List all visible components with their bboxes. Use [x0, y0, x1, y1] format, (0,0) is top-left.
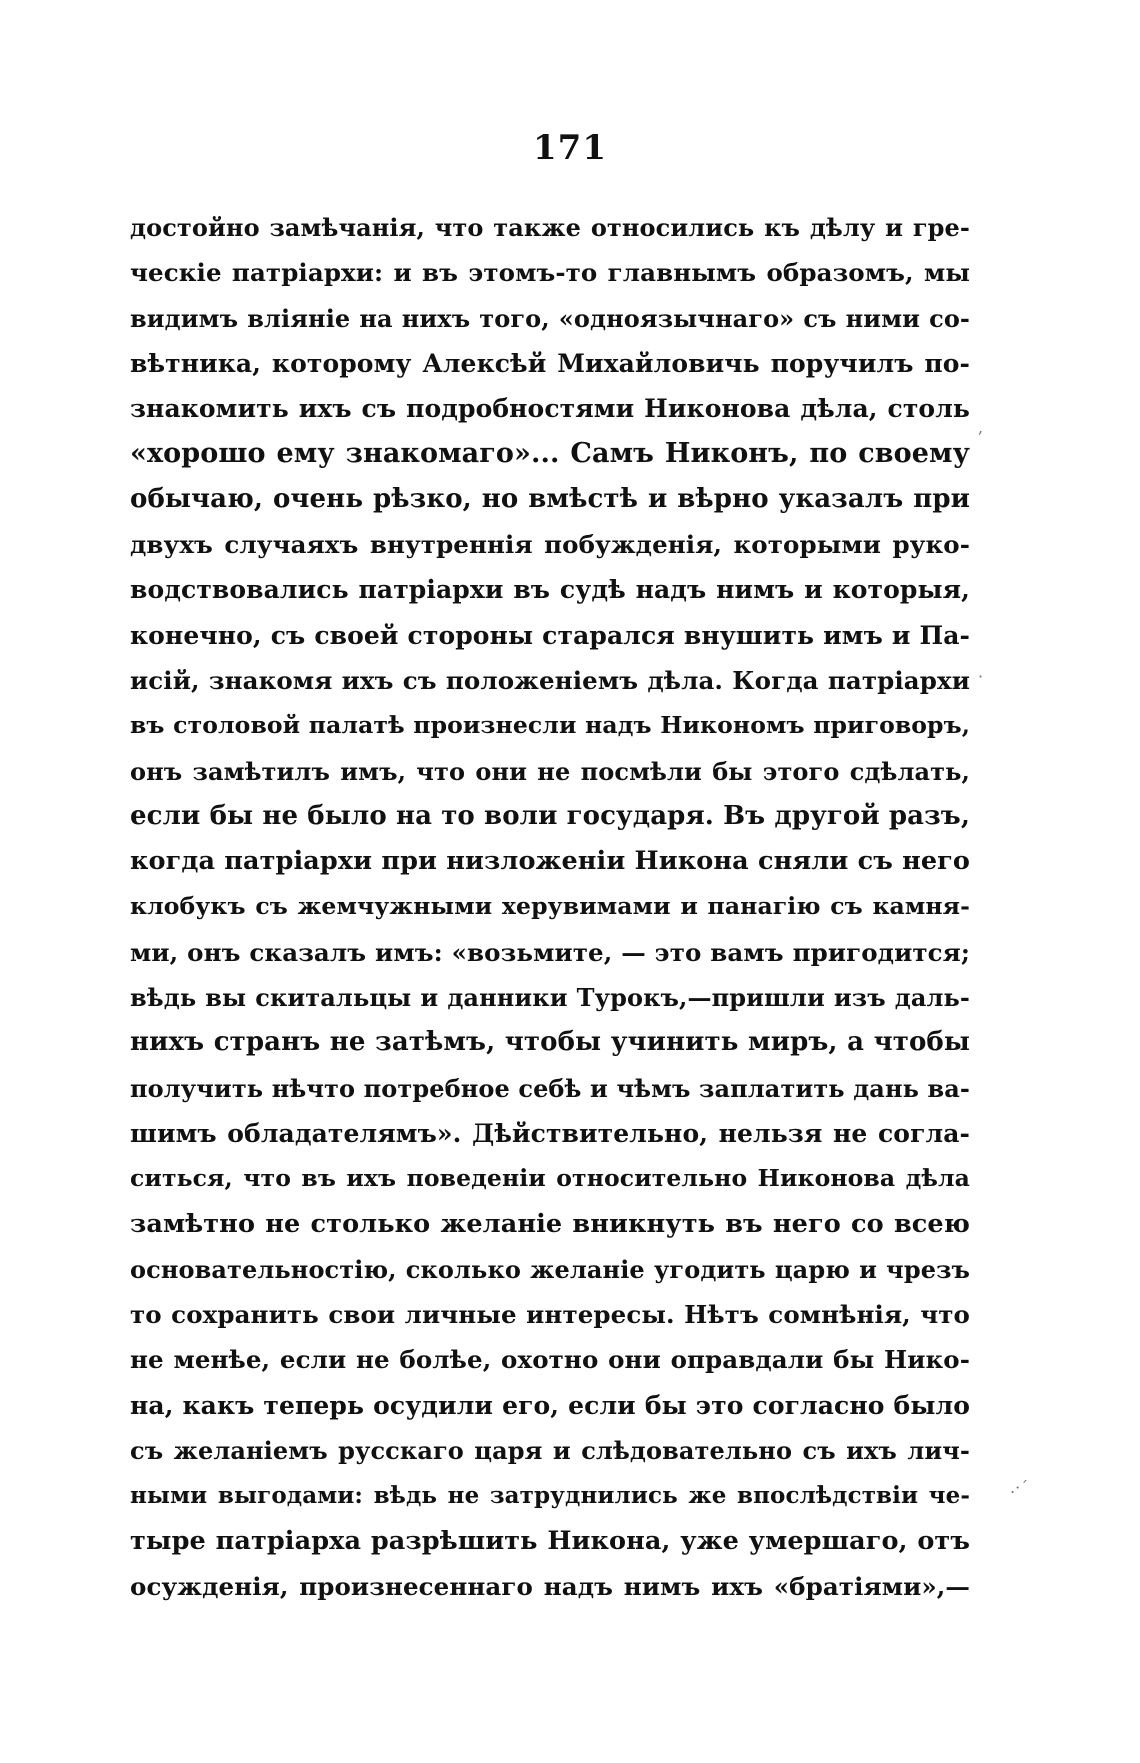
text-line: съ желаніемъ русскаго царя и слѣдовательно съ ихъ лич-	[130, 1436, 970, 1466]
text-line: въ столовой палатѣ произнесли надъ Никономъ приговоръ,	[130, 711, 970, 740]
text-line: конечно, съ своей стороны старался внушить имъ и Па-	[130, 620, 970, 650]
text-line: шимъ обладателямъ». Дѣйствительно, нельзя не согла-	[130, 1118, 970, 1148]
text-line: тыре патріарха разрѣшить Никона, уже умершаго, отъ	[130, 1525, 970, 1556]
text-line: вѣдь вы скитальцы и данники Турокъ,—пришли изъ даль-	[130, 983, 970, 1013]
text-line: ситься, что въ ихъ поведеніи относительно Никонова дѣла	[130, 1164, 970, 1193]
text-line: ми, онъ сказалъ имъ: «возьмите, — это вамъ пригодится;	[130, 937, 970, 967]
text-line: водствовались патріархи въ судѣ надъ нимъ и которыя,	[130, 575, 970, 605]
text-line: ческіе патріархи: и въ этомъ-то главнымъ образомъ, мы	[130, 258, 970, 288]
margin-mark: .·´	[1010, 1478, 1029, 1497]
margin-mark: ,	[978, 418, 984, 437]
text-line: то сохранить свои личные интересы. Нѣтъ сомнѣнія, что	[130, 1300, 970, 1330]
page-number: 171	[533, 128, 607, 168]
text-line: знакомить ихъ съ подробностями Никонова дѣла, столь	[130, 394, 970, 424]
text-line: замѣтно не столько желаніе вникнуть въ него со всею	[130, 1208, 970, 1239]
text-line: клобукъ съ жемчужными херувимами и панагію съ камня-	[130, 892, 970, 921]
text-line: получить нѣчто потребное себѣ и чѣмъ заплатить дань ва-	[130, 1073, 970, 1103]
text-line: исій, знакомя ихъ съ положеніемъ дѣла. Когда патріархи	[130, 665, 970, 695]
text-line: «хорошо ему знакомаго»... Самъ Никонъ, по своему	[130, 438, 970, 470]
text-line: на, какъ теперь осудили его, если бы это согласно было	[130, 1390, 970, 1420]
text-line: обычаю, очень рѣзко, но вмѣстѣ и вѣрно указалъ при	[130, 483, 970, 514]
text-line: онъ замѣтилъ имъ, что они не посмѣли бы этого сдѣлать,	[130, 756, 970, 786]
text-line: осужденія, произнесеннаго надъ нимъ ихъ «братіями»,—	[130, 1571, 970, 1601]
text-line: если бы не было на то воли государя. Въ другой разъ,	[130, 800, 970, 831]
text-line: не менѣе, если не болѣе, охотно они оправдали бы Нико-	[130, 1345, 970, 1375]
margin-mark: ·	[978, 667, 984, 686]
text-line: ными выгодами: вѣдь не затруднились же впослѣдствіи че-	[130, 1482, 970, 1510]
text-line: когда патріархи при низложеніи Никона сняли съ него	[130, 846, 970, 877]
text-line: видимъ вліяніе на нихъ того, «одноязычнаго» съ ними со-	[130, 303, 970, 333]
body-text	[130, 205, 970, 1609]
text-line: нихъ странъ не затѣмъ, чтобы учинить миръ, а чтобы	[130, 1027, 970, 1058]
text-line: двухъ случаяхъ внутреннія побужденія, которыми руко-	[130, 530, 970, 560]
text-line: основательностію, сколько желаніе угодить царю и чрезъ	[130, 1254, 970, 1284]
text-line: вѣтника, которому Алексѣй Михайловичь поручилъ по-	[130, 348, 970, 378]
text-line: достойно замѣчанія, что также относились къ дѣлу и гре-	[130, 213, 970, 242]
